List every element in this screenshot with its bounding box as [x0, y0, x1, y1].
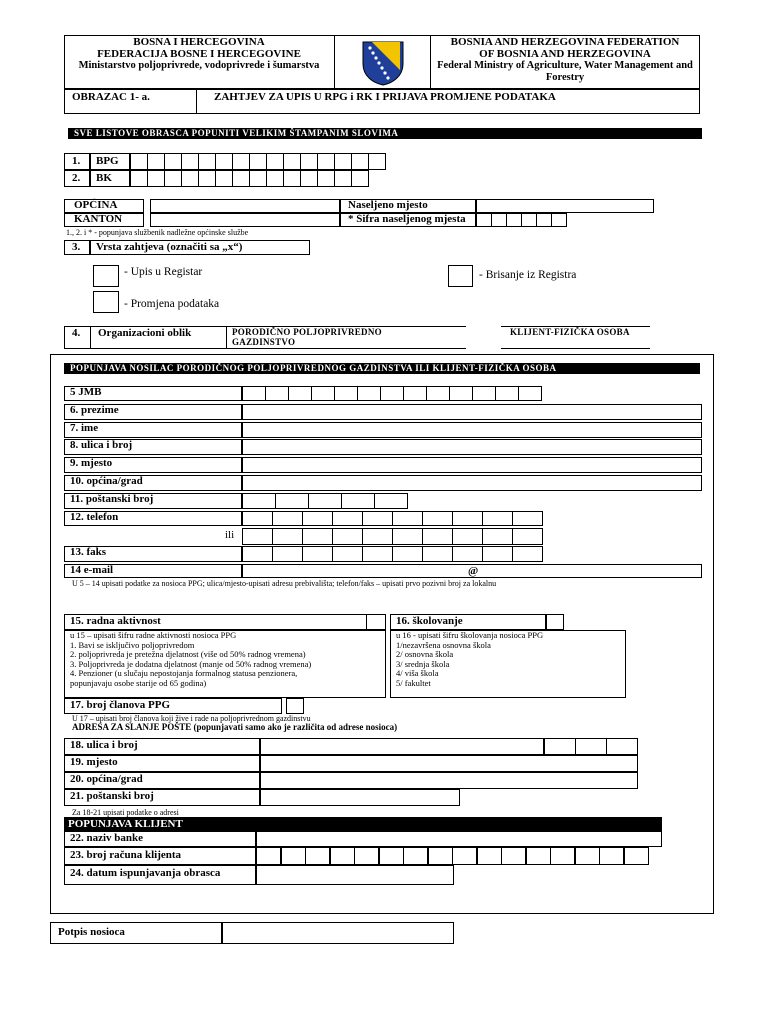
faks-digit-cell[interactable] [332, 546, 363, 562]
telefon-digit-cell[interactable] [302, 511, 333, 526]
postanski-digit-cell[interactable] [341, 493, 375, 509]
jmb-digit-cell[interactable] [334, 386, 358, 401]
ime-field[interactable] [242, 422, 702, 438]
sifra-digit-cell[interactable] [506, 213, 522, 227]
racun-digit-cell[interactable] [550, 847, 575, 865]
sifra-digit-cell[interactable] [491, 213, 507, 227]
skolovanje-item: 4/ viša škola [396, 668, 439, 678]
mjesto-field[interactable] [242, 457, 702, 473]
sifra-mjesta-label: * Šifra naseljenog mjesta [348, 213, 466, 225]
mjesto19-field[interactable] [260, 755, 638, 772]
promjena-option-label: - Promjena podataka [124, 298, 220, 310]
bk-digit-cell[interactable] [130, 170, 148, 187]
header-right-line3: Federal Ministry of Agriculture, Water Management and Forestry [437, 60, 693, 83]
bk-number: 2. [72, 172, 81, 184]
bk-digit-cell[interactable] [300, 170, 318, 187]
postanski-digit-cell[interactable] [242, 493, 276, 509]
clanova-note: U 17 – upisati broj članova koji žive i rade na poljoprivrednom gazdinstvu [72, 714, 311, 723]
bpg-digit-cell[interactable] [130, 153, 148, 170]
form-title-divider [196, 89, 197, 114]
racun-digit-cell[interactable] [379, 847, 404, 865]
sifra-digit-cell[interactable] [521, 213, 537, 227]
radna-item: 4. Penzioner (u slučaju nepostojanja formalnog statusa penzionera, [70, 668, 298, 678]
postanski-digit-cell[interactable] [275, 493, 309, 509]
header-divider-left [334, 35, 335, 89]
telefon-digit-cell[interactable] [332, 511, 363, 526]
brisanje-option-label: - Brisanje iz Registra [479, 269, 577, 281]
faks-digit-cell[interactable] [452, 546, 483, 562]
racun-digit-cell[interactable] [477, 847, 502, 865]
bpg-label: BPG [96, 155, 119, 167]
org-div2 [226, 326, 227, 349]
ili-digit-cell[interactable] [362, 528, 393, 545]
bk-digit-cell[interactable] [351, 170, 369, 187]
jmb-digit-cell[interactable] [403, 386, 427, 401]
ulica-field[interactable] [242, 439, 702, 455]
telefon-label: 12. telefon [70, 511, 119, 523]
bih-coat-of-arms-icon [360, 40, 406, 86]
telefon-digit-cell[interactable] [452, 511, 483, 526]
opcina20-field[interactable] [260, 772, 638, 789]
ili-digit-cell[interactable] [332, 528, 363, 545]
org-ppg-option: PORODIČNO POLJOPRIVREDNO GAZDINSTVO [232, 327, 382, 347]
bk-digit-cell[interactable] [215, 170, 233, 187]
bk-digit-cell[interactable] [317, 170, 335, 187]
telefon-digit-cell[interactable] [482, 511, 513, 526]
bpg-digit-cell[interactable] [266, 153, 284, 170]
jmb-digit-cell[interactable] [357, 386, 381, 401]
postanski-digit-cell[interactable] [308, 493, 342, 509]
prezime-field[interactable] [242, 404, 702, 420]
ili-digit-cell[interactable] [392, 528, 423, 545]
bpg-digit-cell[interactable] [368, 153, 386, 170]
jmb-digit-cell[interactable] [288, 386, 312, 401]
jmb-digit-cell[interactable] [311, 386, 335, 401]
sifra-digit-cell[interactable] [551, 213, 567, 227]
banka-field[interactable] [256, 831, 662, 847]
jmb-digit-cell[interactable] [265, 386, 289, 401]
ili-label: ili [225, 529, 235, 541]
mjesto-label: 9. mjesto [70, 457, 113, 469]
ime-label: 7. ime [70, 422, 99, 434]
org-klijent-checkbox[interactable] [650, 326, 710, 349]
telefon-digit-cell[interactable] [272, 511, 303, 526]
header-left-line3: Ministarstvo poljoprivrede, vodoprivrede i šumarstva [78, 60, 320, 71]
telefon-digit-cell[interactable] [512, 511, 543, 526]
address-note: Za 18-21 upisati podatke o adresi [72, 808, 179, 817]
jmb-digit-cell[interactable] [518, 386, 542, 401]
bk-digit-cell[interactable] [181, 170, 199, 187]
faks-label: 13. faks [70, 546, 107, 558]
ili-digit-cell[interactable] [422, 528, 453, 545]
postanski-digit-cell[interactable] [374, 493, 408, 509]
official-note: 1., 2. i * - popunjava službenik nadležne općinske službe [66, 228, 249, 237]
postanski-label: 11. poštanski broj [70, 493, 154, 505]
promjena-checkbox[interactable] [93, 291, 119, 313]
header-left-text [66, 36, 332, 72]
header-divider-right [430, 35, 431, 89]
telefon-digit-cell[interactable] [362, 511, 393, 526]
bk-digit-cell[interactable] [232, 170, 250, 187]
racun-digit-cell[interactable] [354, 847, 379, 865]
bk-label: BK [96, 172, 112, 184]
radna-info [70, 631, 384, 688]
house-number-cell[interactable] [575, 738, 607, 755]
ulica-label: 8. ulica i broj [70, 439, 133, 451]
racun-digit-cell[interactable] [403, 847, 428, 865]
ili-digit-cell[interactable] [482, 528, 513, 545]
kanton-label: KANTON [74, 213, 123, 225]
skolovanje-item: 1/nezavršena osnovna škola [396, 639, 491, 650]
kanton-field[interactable] [150, 213, 340, 227]
bpg-number: 1. [72, 155, 81, 167]
faks-digit-cell[interactable] [422, 546, 453, 562]
sifra-digit-cell[interactable] [536, 213, 552, 227]
faks-digit-cell[interactable] [242, 546, 273, 562]
racun-digit-cell[interactable] [501, 847, 526, 865]
telefon-digit-cell[interactable] [242, 511, 273, 526]
bk-digit-cell[interactable] [334, 170, 352, 187]
datum-field[interactable] [256, 865, 454, 885]
house-number-cell[interactable] [606, 738, 638, 755]
skolovanje-label: 16. školovanje [396, 615, 463, 627]
klijent-bar: POPUNJAVA KLIJENT [64, 817, 662, 831]
radna-code-field[interactable] [366, 614, 386, 630]
telefon-digit-cell[interactable] [422, 511, 453, 526]
bk-digit-cell[interactable] [164, 170, 182, 187]
radna-item: popunjavaju osobe starije od 65 godina) [70, 677, 207, 688]
section2-bar: POPUNJAVA NOSILAC PORODIČNOG POLJOPRIVREDNOG GAZDINSTVA ILI KLIJENT-FIZIČKA OSOBA [64, 363, 700, 374]
faks-digit-cell[interactable] [482, 546, 513, 562]
radna-item: 3. Poljoprivreda je dodatna djelatnost (manje od 50% radnog vremena) [70, 658, 312, 669]
faks-digit-cell[interactable] [272, 546, 303, 562]
ulica18-label: 18. ulica i broj [70, 739, 138, 751]
racun-digit-cell[interactable] [256, 847, 281, 865]
bpg-digit-cell[interactable] [334, 153, 352, 170]
skolovanje-info [396, 631, 624, 688]
opcina-field[interactable] [242, 475, 702, 491]
postanski21-label: 21. poštanski broj [70, 790, 154, 802]
racun-digit-cell[interactable] [330, 847, 355, 865]
ili-digit-cell[interactable] [242, 528, 273, 545]
ulica18-field[interactable] [260, 738, 544, 755]
racun-digit-cell[interactable] [526, 847, 551, 865]
bpg-digit-cell[interactable] [181, 153, 199, 170]
racun-digit-cell[interactable] [624, 847, 649, 865]
org-number: 4. [72, 327, 81, 339]
house-number-cell[interactable] [544, 738, 576, 755]
bpg-digit-cell[interactable] [215, 153, 233, 170]
skolovanje-item: 5/ fakultet [396, 677, 431, 688]
bpg-digit-cell[interactable] [232, 153, 250, 170]
radna-note: u 15 – upisati šifru radne aktivnosti nosioca PPG [70, 630, 237, 640]
bpg-digit-cell[interactable] [147, 153, 165, 170]
opcina-label: OPĆINA [74, 199, 118, 211]
radna-item: 2. poljoprivreda je pretežna djelatnost (više od 50% radnog vremena) [70, 649, 306, 659]
org-label: Organizacioni oblik [98, 327, 192, 339]
faks-digit-cell[interactable] [362, 546, 393, 562]
skolovanje-note: u 16 - upisati šifru školovanja nosioca PPG [396, 630, 544, 640]
email-label: 14 e-mail [70, 564, 114, 576]
clanova-field[interactable] [286, 698, 304, 714]
mjesto19-label: 19. mjesto [70, 756, 118, 768]
racun-digit-cell[interactable] [428, 847, 453, 865]
ili-digit-cell[interactable] [272, 528, 303, 545]
form-code: OBRAZAC 1- a. [72, 91, 150, 103]
bpg-digit-cell[interactable] [249, 153, 267, 170]
banka-label: 22. naziv banke [70, 832, 144, 844]
racun-digit-cell[interactable] [575, 847, 600, 865]
naseljeno-mjesto-field[interactable] [476, 199, 654, 213]
bk-digit-cell[interactable] [198, 170, 216, 187]
form-title: ZAHTJEV ZA UPIS U RPG i RK I PRIJAVA PROMJENE PODATAKA [214, 91, 556, 103]
ili-digit-cell[interactable] [512, 528, 543, 545]
notice-bar: SVE LISTOVE OBRASCA POPUNITI VELIKIM ŠTAMPANIM SLOVIMA [68, 128, 702, 139]
org-div1 [90, 326, 91, 349]
vrsta-number: 3. [72, 241, 81, 253]
bpg-digit-cell[interactable] [164, 153, 182, 170]
postanski21-field[interactable] [260, 789, 460, 806]
jmb-digit-cell[interactable] [426, 386, 450, 401]
bk-digit-cell[interactable] [147, 170, 165, 187]
racun-digit-cell[interactable] [452, 847, 477, 865]
faks-digit-cell[interactable] [302, 546, 333, 562]
naseljeno-mjesto-label: Naseljeno mjesto [348, 199, 428, 211]
bpg-digit-cell[interactable] [198, 153, 216, 170]
org-klijent-option: KLIJENT-FIZIČKA OSOBA [510, 327, 630, 337]
upis-checkbox[interactable] [93, 265, 119, 287]
vrsta-label: Vrsta zahtjeva (označiti sa „x“) [96, 241, 243, 253]
radna-label: 15. radna aktivnost [70, 615, 161, 627]
potpis-label: Potpis nosioca [58, 926, 125, 938]
datum-label: 24. datum ispunjavanja obrasca [70, 867, 221, 879]
bpg-digit-cell[interactable] [317, 153, 335, 170]
skolovanje-item: 3/ srednja škola [396, 658, 450, 669]
opcina-label: 10. općina/grad [70, 475, 143, 487]
clanova-label: 17. broj članova PPG [70, 699, 171, 711]
radna-item: 1. Bavi se isključivo poljoprivredom [70, 639, 195, 650]
ili-digit-cell[interactable] [452, 528, 483, 545]
sifra-digit-cell[interactable] [476, 213, 492, 227]
racun-digit-cell[interactable] [599, 847, 624, 865]
org-ppg-checkbox[interactable] [466, 326, 501, 349]
skolovanje-code-field[interactable] [546, 614, 564, 630]
potpis-field[interactable] [222, 922, 454, 944]
telefon-digit-cell[interactable] [392, 511, 423, 526]
jmb-digit-cell[interactable] [242, 386, 266, 401]
bpg-digit-cell[interactable] [300, 153, 318, 170]
header-left-line1: BOSNA I HERCEGOVINA [133, 36, 265, 48]
bpg-digit-cell[interactable] [351, 153, 369, 170]
ili-digit-cell[interactable] [302, 528, 333, 545]
adresa-title: ADRESA ZA SLANJE POŠTE (popunjavati samo ako je različita od adrese nosioca) [72, 722, 398, 732]
bk-digit-cell[interactable] [266, 170, 284, 187]
prezime-label: 6. prezime [70, 404, 119, 416]
brisanje-checkbox[interactable] [448, 265, 473, 287]
faks-digit-cell[interactable] [392, 546, 423, 562]
racun-digit-cell[interactable] [281, 847, 306, 865]
racun-digit-cell[interactable] [305, 847, 330, 865]
jmb-digit-cell[interactable] [449, 386, 473, 401]
jmb-digit-cell[interactable] [472, 386, 496, 401]
jmb-digit-cell[interactable] [380, 386, 404, 401]
jmb-digit-cell[interactable] [495, 386, 519, 401]
bpg-digit-cell[interactable] [283, 153, 301, 170]
header-right-line1: BOSNIA AND HERZEGOVINA FEDERATION [450, 36, 680, 48]
header-left-line2: FEDERACIJA BOSNE I HERCEGOVINE [97, 48, 301, 60]
bk-digit-cell[interactable] [249, 170, 267, 187]
faks-digit-cell[interactable] [512, 546, 543, 562]
skolovanje-item: 2/ osnovna škola [396, 649, 454, 659]
header-right-text [432, 36, 698, 84]
racun-label: 23. broj računa klijenta [70, 849, 182, 861]
email-at-sign: @ [468, 565, 479, 577]
jmb-label: 5 JMB [70, 386, 102, 398]
upis-option-label: - Upis u Registar [124, 266, 203, 278]
bk-digit-cell[interactable] [283, 170, 301, 187]
header-right-line2: OF BOSNIA AND HERZEGOVINA [479, 48, 651, 60]
opcina20-label: 20. općina/grad [70, 773, 143, 785]
personal-note: U 5 – 14 upisati podatke za nosioca PPG; ulica/mjesto-upisati adresu prebivališta; telefon/faks – upisati prvo pozivni broj za lokalnu [72, 579, 497, 588]
opcina-field[interactable] [150, 199, 340, 213]
